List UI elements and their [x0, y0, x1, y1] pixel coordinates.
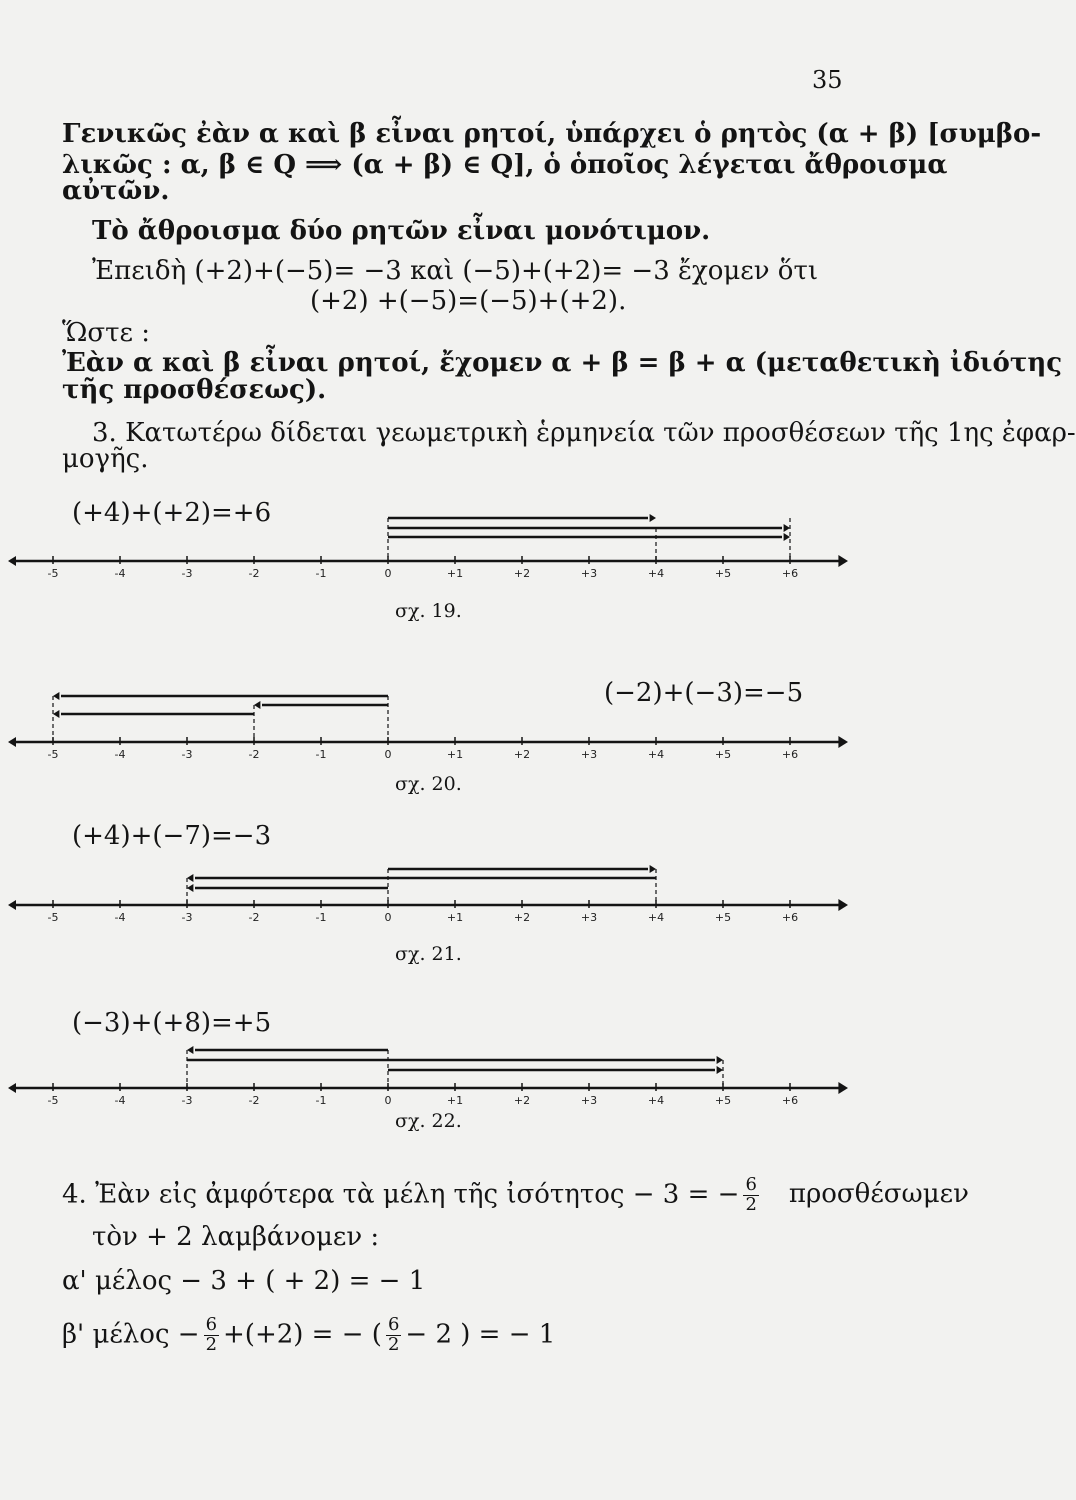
axis-tick-label: +2 — [513, 567, 531, 580]
axis-tick-label: -3 — [181, 567, 193, 580]
fig20-number-line — [0, 672, 923, 762]
arrowhead-icon — [187, 874, 193, 882]
axis-tick-label: -2 — [248, 1094, 260, 1107]
alpha-member-line: α' μέλος − 3 + ( + 2) = − 1 — [62, 1266, 426, 1296]
axis-tick-label: +5 — [714, 1094, 732, 1107]
axis-tick-label: +2 — [513, 1094, 531, 1107]
arrowhead-icon — [650, 514, 656, 522]
fraction-six-halves — [743, 1176, 758, 1215]
axis-tick-label: +1 — [446, 911, 464, 924]
fraction-denominator: 2 — [205, 1333, 218, 1355]
fraction-numerator: 6 — [745, 1174, 757, 1195]
page-number: 35 — [812, 66, 843, 94]
fig22-number-line — [0, 1030, 923, 1120]
axis-tick-label: -1 — [315, 567, 327, 580]
fraction-denominator: 2 — [745, 1193, 757, 1215]
axis-tick-label: +6 — [781, 567, 799, 580]
axis-tick-label: +2 — [513, 911, 531, 924]
fig21-number-line — [0, 843, 923, 933]
arrowhead-icon — [784, 533, 790, 541]
axis-tick-label: -1 — [315, 748, 327, 761]
para2-line3: (+2) +(−5)=(−5)+(+2). — [310, 286, 627, 316]
axis-tick-label: +6 — [781, 911, 799, 924]
fraction-numerator: 6 — [387, 1314, 400, 1335]
axis-tick-label: -2 — [248, 567, 260, 580]
arrowhead-icon — [187, 884, 193, 892]
axis-tick-label: -4 — [114, 1094, 126, 1107]
para1-line1: Γενικῶς ἐὰν α καὶ β εἶναι ρητοί, ὑπάρχει ὁ ρητὸς (α + β) [συμβο- — [62, 119, 1042, 149]
para2-line2: Ἐπειδὴ (+2)+(−5)= −3 καὶ (−5)+(+2)= −3 ἔχομεν ὅτι — [92, 256, 819, 286]
axis-right-arrow-icon — [838, 555, 848, 567]
fig19-equation: (+4)+(+2)=+6 — [72, 498, 272, 528]
axis-tick-label: +3 — [580, 748, 598, 761]
axis-right-arrow-icon — [838, 1082, 848, 1094]
para4-line1: 3. Κατωτέρω δίδεται γεωμετρικὴ ἑρμηνεία τῶν προσθέσεων τῆς 1ης ἐφαρ- — [92, 418, 1076, 448]
para1-line2: λικῶς : α, β ∈ Q ⟹ (α + β) ∈ Q], ὁ ὁποῖος λέγεται ἄθροισμα — [62, 150, 948, 180]
axis-tick-label: 0 — [384, 748, 392, 761]
axis-tick-label: +3 — [580, 567, 598, 580]
arrowhead-icon — [53, 710, 59, 718]
arrowhead-icon — [254, 701, 260, 709]
axis-tick-label: +1 — [446, 1094, 464, 1107]
axis-tick-label: +4 — [647, 911, 665, 924]
axis-left-arrow-icon — [8, 737, 16, 747]
para1-line3: αὐτῶν. — [62, 176, 170, 206]
fig22-equation: (−3)+(+8)=+5 — [72, 1008, 272, 1038]
axis-tick-label: 0 — [384, 1094, 392, 1107]
fraction-numerator: 6 — [205, 1314, 218, 1335]
axis-tick-label: -4 — [114, 911, 126, 924]
fig22-caption: σχ. 22. — [395, 1110, 462, 1132]
axis-left-arrow-icon — [8, 900, 16, 910]
para2-line4: Ὥστε : — [62, 318, 150, 348]
beta-fraction-1 — [204, 1316, 219, 1355]
axis-tick-label: -4 — [114, 748, 126, 761]
fig19-number-line — [0, 500, 923, 590]
axis-tick-label: -2 — [248, 748, 260, 761]
beta-text-c: − 2 ) = − 1 — [405, 1319, 556, 1350]
axis-tick-label: -1 — [315, 911, 327, 924]
arrowhead-icon — [53, 692, 59, 700]
fig21-equation: (+4)+(−7)=−3 — [72, 821, 272, 851]
arrowhead-icon — [784, 524, 790, 532]
axis-tick-label: -3 — [181, 911, 193, 924]
beta-fraction-2 — [386, 1316, 401, 1355]
axis-tick-label: +4 — [647, 567, 665, 580]
arrowhead-icon — [187, 1046, 193, 1054]
axis-tick-label: -2 — [248, 911, 260, 924]
beta-member-line — [62, 1316, 555, 1355]
axis-tick-label: -5 — [47, 911, 59, 924]
axis-tick-label: +5 — [714, 911, 732, 924]
para5-text-a: 4. Ἐὰν εἰς ἀμφότερα τὰ μέλη τῆς ἰσότητος − 3 = − — [62, 1179, 740, 1210]
axis-tick-label: +5 — [714, 567, 732, 580]
axis-tick-label: 0 — [384, 911, 392, 924]
axis-tick-label: -3 — [181, 1094, 193, 1107]
para4-line2: μογῆς. — [62, 444, 149, 474]
axis-tick-label: +2 — [513, 748, 531, 761]
para5-line2: τὸν + 2 λαμβάνομεν : — [92, 1222, 380, 1252]
fig19-caption: σχ. 19. — [395, 600, 462, 622]
axis-tick-label: +3 — [580, 911, 598, 924]
axis-tick-label: -1 — [315, 1094, 327, 1107]
arrowhead-icon — [717, 1066, 723, 1074]
beta-text-b: +(+2) = − ( — [223, 1319, 382, 1350]
fig20-equation: (−2)+(−3)=−5 — [604, 678, 804, 708]
axis-right-arrow-icon — [838, 899, 848, 911]
axis-tick-label: +4 — [647, 1094, 665, 1107]
axis-tick-label: +6 — [781, 1094, 799, 1107]
beta-text-a: β' μέλος − — [62, 1319, 200, 1350]
axis-tick-label: +3 — [580, 1094, 598, 1107]
axis-tick-label: -3 — [181, 748, 193, 761]
axis-tick-label: 0 — [384, 567, 392, 580]
axis-tick-label: -4 — [114, 567, 126, 580]
axis-tick-label: -5 — [47, 748, 59, 761]
axis-tick-label: -5 — [47, 567, 59, 580]
para5-text-b: προσθέσωμεν — [788, 1179, 969, 1210]
fraction-denominator: 2 — [387, 1333, 400, 1355]
axis-right-arrow-icon — [838, 736, 848, 748]
axis-tick-label: +1 — [446, 748, 464, 761]
fig20-caption: σχ. 20. — [395, 773, 462, 795]
para5-line1 — [62, 1176, 969, 1215]
axis-left-arrow-icon — [8, 556, 16, 566]
axis-tick-label: +6 — [781, 748, 799, 761]
arrowhead-icon — [717, 1056, 723, 1064]
para3-line2: τῆς προσθέσεως). — [62, 375, 327, 405]
axis-tick-label: +5 — [714, 748, 732, 761]
fig21-caption: σχ. 21. — [395, 943, 462, 965]
axis-tick-label: +4 — [647, 748, 665, 761]
para2-heading: Τὸ ἄθροισμα δύο ρητῶν εἶναι μονότιμον. — [92, 216, 711, 246]
arrowhead-icon — [650, 865, 656, 873]
para3-line1: Ἐὰν α καὶ β εἶναι ρητοί, ἔχομεν α + β = β + α (μεταθετικὴ ἰδιότης — [62, 348, 1063, 378]
axis-tick-label: +1 — [446, 567, 464, 580]
axis-tick-label: -5 — [47, 1094, 59, 1107]
axis-left-arrow-icon — [8, 1083, 16, 1093]
